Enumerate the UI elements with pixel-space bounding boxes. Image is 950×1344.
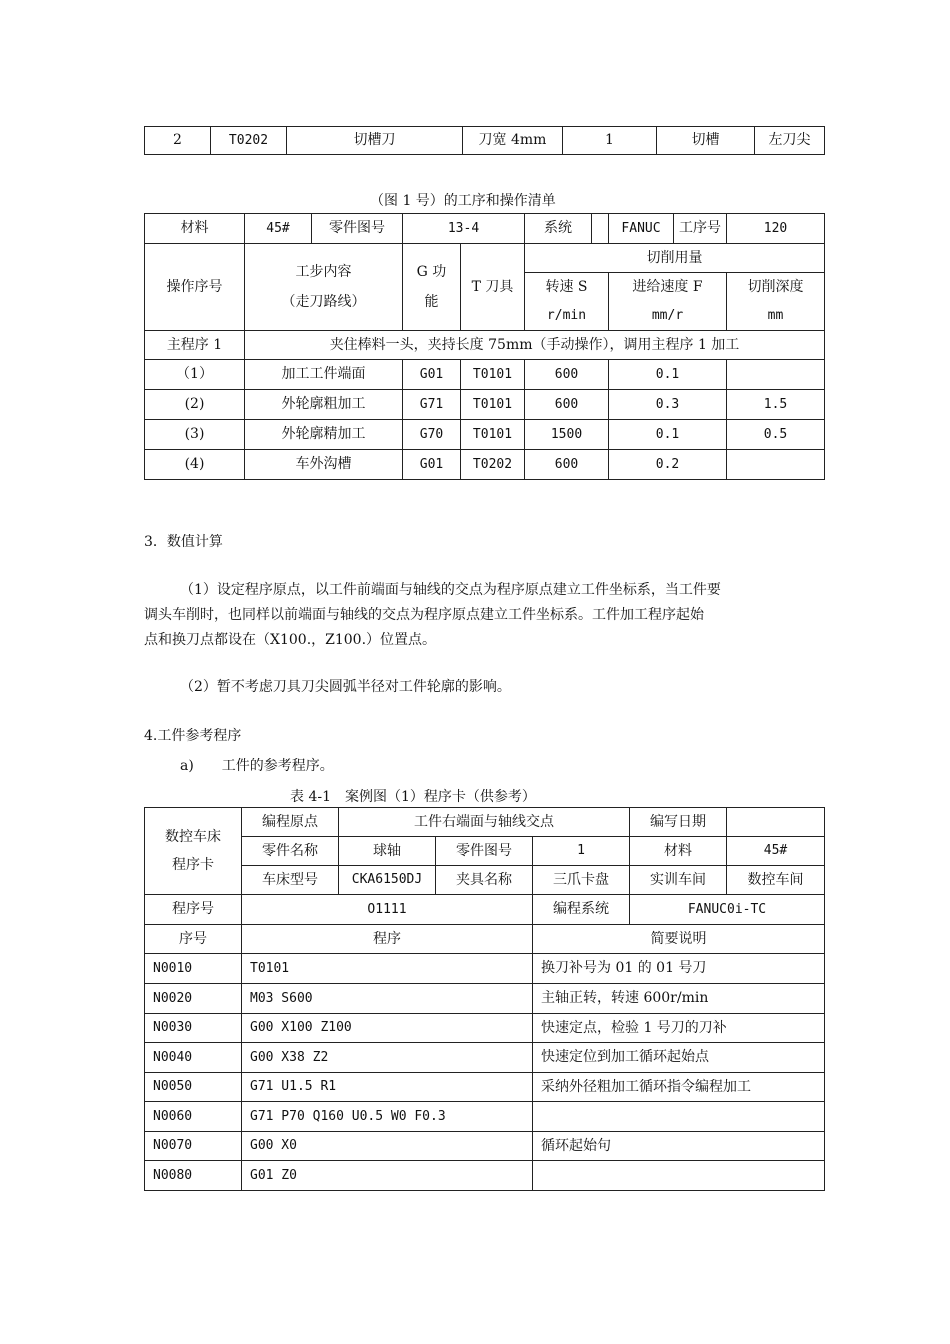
card-header-seq: 序号 — [145, 925, 242, 954]
info-material-label-2: 材料 — [145, 214, 245, 244]
op-feed: 0.2 — [609, 450, 727, 480]
info-system-value-part — [592, 214, 608, 243]
table-row — [145, 450, 825, 480]
card-date-value — [727, 808, 825, 837]
table-row — [145, 420, 825, 450]
header-g-line2: 能 — [424, 294, 439, 310]
block-desc — [533, 1102, 825, 1132]
op-tool: T0202 — [461, 450, 525, 480]
block-code: G00 X100 Z100 — [242, 1014, 533, 1043]
op-step: 外轮廓粗加工 — [245, 390, 403, 420]
op-depth — [727, 450, 825, 480]
op-seq: (3) — [145, 420, 245, 450]
tool-seq: 2 — [145, 127, 211, 155]
card-part-name-label: 零件名称 — [242, 837, 339, 866]
block-code: G00 X38 Z2 — [242, 1043, 533, 1073]
block-seq: N0050 — [145, 1073, 242, 1102]
card-origin-label: 编程原点 — [242, 808, 339, 837]
info-system-cell — [525, 214, 609, 244]
info-drawing-label-2: 零件图号 — [329, 220, 385, 236]
header-g — [403, 244, 461, 331]
section4-heading: 4.工件参考程序 — [144, 728, 242, 744]
card-title-line2: 程序卡 — [172, 857, 214, 873]
op-seq: (2) — [145, 390, 245, 420]
card-drawing-label: 零件图号 — [436, 837, 533, 866]
block-code: G01 Z0 — [242, 1161, 533, 1191]
table-row — [145, 1073, 825, 1102]
block-desc: 主轴正转，转速 600r/min — [533, 984, 825, 1014]
block-seq: N0060 — [145, 1102, 242, 1132]
card-sys-label: 编程系统 — [533, 895, 630, 925]
block-desc — [533, 1161, 825, 1191]
op-depth: 0.5 — [727, 420, 825, 450]
card-fixture: 三爪卡盘 — [533, 866, 630, 895]
op-depth: 1.5 — [727, 390, 825, 420]
info-op-label-2: 工序号 — [679, 220, 721, 236]
op-speed: 600 — [525, 450, 609, 480]
table-row — [145, 360, 825, 390]
table-row — [145, 390, 825, 420]
block-code: G00 X0 — [242, 1132, 533, 1161]
section3-p2: （2）暂不考虑刀具刀尖圆弧半径对工件轮廓的影响。 — [180, 679, 511, 695]
tool-note: 左刀尖 — [755, 127, 825, 155]
header-speed-unit: r/min — [525, 302, 609, 331]
section3-heading: 3．数值计算 — [144, 534, 223, 550]
info-op-value: 120 — [727, 214, 825, 244]
card-header-desc: 简要说明 — [533, 925, 825, 954]
card-material: 45# — [727, 837, 825, 866]
block-code: G71 P70 Q160 U0.5 W0 F0.3 — [242, 1102, 533, 1132]
op-feed: 0.1 — [609, 360, 727, 390]
section4-item-a: a) 工件的参考程序。 — [180, 758, 334, 774]
table-row — [145, 1102, 825, 1132]
card-workshop-label: 实训车间 — [630, 866, 727, 895]
main-program-label: 主程序 1 — [145, 331, 245, 360]
op-seq: （1） — [145, 360, 245, 390]
info-material-value: 45# — [245, 214, 312, 243]
card-title — [145, 808, 242, 895]
block-desc: 循环起始句 — [533, 1132, 825, 1161]
block-seq: N0030 — [145, 1014, 242, 1043]
card-prog-number: O1111 — [242, 895, 533, 925]
header-depth: 切削深度 — [727, 273, 825, 302]
card-lathe-label: 车床型号 — [242, 866, 339, 895]
op-feed: 0.1 — [609, 420, 727, 450]
header-tool: T 刀具 — [461, 244, 525, 331]
process-grid — [144, 213, 824, 477]
info-system-value: FANUC — [609, 214, 674, 243]
op-speed: 600 — [525, 390, 609, 420]
card-title-line1: 数控车床 — [165, 829, 221, 845]
tool-spec: 刀宽 4mm — [463, 127, 563, 155]
header-step — [245, 244, 403, 331]
table-row — [145, 984, 825, 1014]
card-sys: FANUC0i-TC — [630, 895, 825, 925]
tool-qty: 1 — [563, 127, 657, 155]
header-depth-unit: mm — [727, 302, 825, 331]
card-workshop: 数控车间 — [727, 866, 825, 895]
main-program-text: 夹住棒料一头，夹持长度 75mm（手动操作），调用主程序 1 加工 — [245, 331, 825, 360]
table-row — [145, 1161, 825, 1191]
header-speed: 转速 S — [525, 273, 609, 302]
op-tool: T0101 — [461, 360, 525, 390]
header-op-seq: 操作序号 — [145, 244, 245, 331]
header-feed: 进给速度 F — [609, 273, 727, 302]
section3-p1-line2: 调头车削时，也同样以前端面与轴线的交点为程序原点建立工件坐标系。工件加工程序起始 — [144, 607, 704, 623]
card-prog-label: 程序号 — [145, 895, 242, 925]
header-feed-unit: mm/r — [609, 302, 727, 331]
op-step: 加工工件端面 — [245, 360, 403, 390]
card-part-name: 球轴 — [339, 837, 436, 866]
tool-number: T0202 — [211, 127, 287, 155]
table-row — [145, 1014, 825, 1043]
block-code: G71 U1.5 R1 — [242, 1073, 533, 1102]
section3-p1-line1: （1）设定程序原点，以工件前端面与轴线的交点为程序原点建立工件坐标系，当工件要 — [180, 582, 721, 598]
card-origin-value: 工件右端面与轴线交点 — [339, 808, 630, 837]
block-seq: N0070 — [145, 1132, 242, 1161]
op-depth — [727, 360, 825, 390]
block-code: M03 S600 — [242, 984, 533, 1014]
op-step: 外轮廓精加工 — [245, 420, 403, 450]
block-desc: 快速定位到加工循环起始点 — [533, 1043, 825, 1073]
card-drawing: 1 — [533, 837, 630, 866]
card-lathe: CKA6150DJ — [339, 866, 436, 895]
block-seq: N0020 — [145, 984, 242, 1014]
op-seq: (4) — [145, 450, 245, 480]
op-g: G71 — [403, 390, 461, 420]
op-tool: T0101 — [461, 420, 525, 450]
card-date-label: 编写日期 — [630, 808, 727, 837]
op-g: G01 — [403, 450, 461, 480]
header-step-line1: 工步内容 — [295, 264, 352, 280]
tool-name: 切槽刀 — [287, 127, 463, 155]
table-row — [145, 1132, 825, 1161]
card-fixture-label: 夹具名称 — [436, 866, 533, 895]
info-system-op-cell — [609, 214, 727, 244]
op-g: G70 — [403, 420, 461, 450]
tool-row-table — [144, 126, 825, 155]
table-row — [145, 954, 825, 984]
header-cutting: 切削用量 — [525, 244, 825, 273]
op-g: G01 — [403, 360, 461, 390]
block-seq: N0080 — [145, 1161, 242, 1191]
table-row — [145, 1043, 825, 1073]
info-system-label-2: 系统 — [525, 214, 592, 243]
block-seq: N0010 — [145, 954, 242, 984]
tool-use: 切槽 — [657, 127, 755, 155]
op-speed: 600 — [525, 360, 609, 390]
op-step: 车外沟槽 — [245, 450, 403, 480]
op-tool: T0101 — [461, 390, 525, 420]
block-code: T0101 — [242, 954, 533, 984]
program-card-caption: 表 4-1 案例图（1）程序卡（供参考） — [290, 789, 536, 805]
header-g-line1: G 功 — [416, 264, 447, 280]
op-feed: 0.3 — [609, 390, 727, 420]
section3-p1-line3: 点和换刀点都设在（X100.，Z100.）位置点。 — [144, 632, 437, 648]
card-material-label: 材料 — [630, 837, 727, 866]
header-step-line2: （走刀路线） — [281, 294, 366, 310]
block-seq: N0040 — [145, 1043, 242, 1073]
program-card-table — [144, 807, 825, 1191]
info-material-drawing-cell — [245, 214, 403, 244]
info-drawing-value: 13-4 — [403, 214, 525, 244]
process-table-caption: （图 1 号）的工序和操作清单 — [370, 193, 556, 209]
block-desc: 采纳外径粗加工循环指令编程加工 — [533, 1073, 825, 1102]
block-desc: 快速定点，检验 1 号刀的刀补 — [533, 1014, 825, 1043]
card-header-prog: 程序 — [242, 925, 533, 954]
block-desc: 换刀补号为 01 的 01 号刀 — [533, 954, 825, 984]
op-speed: 1500 — [525, 420, 609, 450]
